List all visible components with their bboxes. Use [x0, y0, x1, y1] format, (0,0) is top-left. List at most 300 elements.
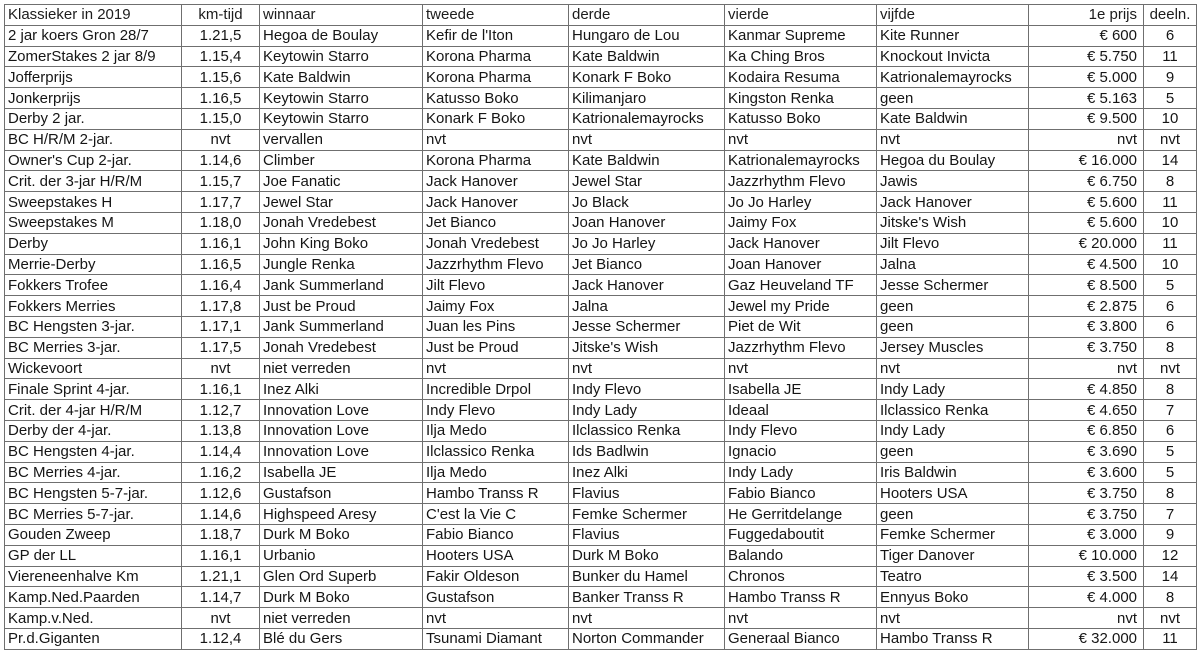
cell-prijs: € 10.000	[1029, 545, 1144, 566]
cell-tweede: Korona Pharma	[423, 150, 569, 171]
cell-klassieker: Derby 2 jar.	[5, 108, 182, 129]
cell-km-tijd: 1.13,8	[182, 420, 260, 441]
cell-klassieker: Wickevoort	[5, 358, 182, 379]
table-body	[5, 5, 1197, 650]
cell-vijfde: Jilt Flevo	[877, 233, 1029, 254]
cell-deelnemers: 8	[1144, 587, 1197, 608]
cell-prijs: € 4.850	[1029, 379, 1144, 400]
header-tweede: tweede	[423, 5, 569, 26]
cell-km-tijd: 1.16,1	[182, 379, 260, 400]
cell-klassieker: Crit. der 3-jar H/R/M	[5, 171, 182, 192]
cell-vijfde: geen	[877, 88, 1029, 109]
cell-derde: nvt	[569, 608, 725, 629]
cell-prijs: nvt	[1029, 608, 1144, 629]
cell-tweede: Ilja Medo	[423, 462, 569, 483]
header-deelnemers: deeln.	[1144, 5, 1197, 26]
cell-deelnemers: 11	[1144, 192, 1197, 213]
table-row	[5, 88, 1197, 109]
cell-winnaar: Jewel Star	[260, 192, 423, 213]
cell-winnaar: Innovation Love	[260, 441, 423, 462]
cell-tweede: Gustafson	[423, 587, 569, 608]
cell-deelnemers: 12	[1144, 545, 1197, 566]
cell-tweede: Korona Pharma	[423, 46, 569, 67]
table-row	[5, 441, 1197, 462]
table-row	[5, 108, 1197, 129]
cell-derde: Kate Baldwin	[569, 46, 725, 67]
cell-klassieker: Viereneenhalve Km	[5, 566, 182, 587]
cell-deelnemers: 8	[1144, 483, 1197, 504]
cell-tweede: Ilclassico Renka	[423, 441, 569, 462]
cell-vijfde: Jitske's Wish	[877, 212, 1029, 233]
cell-vierde: Jewel my Pride	[725, 296, 877, 317]
table-row	[5, 420, 1197, 441]
cell-prijs: € 4.500	[1029, 254, 1144, 275]
cell-vijfde: Femke Schermer	[877, 524, 1029, 545]
cell-tweede: Jaimy Fox	[423, 296, 569, 317]
cell-derde: Inez Alki	[569, 462, 725, 483]
table-row	[5, 25, 1197, 46]
cell-km-tijd: 1.16,1	[182, 233, 260, 254]
cell-km-tijd: 1.15,4	[182, 46, 260, 67]
table-row	[5, 566, 1197, 587]
cell-winnaar: Innovation Love	[260, 400, 423, 421]
cell-klassieker: Crit. der 4-jar H/R/M	[5, 400, 182, 421]
cell-klassieker: Derby	[5, 233, 182, 254]
cell-prijs: € 20.000	[1029, 233, 1144, 254]
cell-klassieker: 2 jar koers Gron 28/7	[5, 25, 182, 46]
cell-winnaar: vervallen	[260, 129, 423, 150]
cell-winnaar: Jank Summerland	[260, 316, 423, 337]
cell-prijs: € 5.600	[1029, 212, 1144, 233]
cell-vijfde: Hooters USA	[877, 483, 1029, 504]
cell-vierde: nvt	[725, 358, 877, 379]
table-row	[5, 400, 1197, 421]
cell-deelnemers: 9	[1144, 524, 1197, 545]
cell-tweede: nvt	[423, 608, 569, 629]
cell-klassieker: GP der LL	[5, 545, 182, 566]
classics-results-table	[4, 4, 1197, 650]
cell-prijs: € 16.000	[1029, 150, 1144, 171]
cell-km-tijd: 1.16,5	[182, 88, 260, 109]
cell-vierde: Balando	[725, 545, 877, 566]
cell-klassieker: BC Merries 5-7-jar.	[5, 504, 182, 525]
cell-km-tijd: nvt	[182, 358, 260, 379]
cell-klassieker: BC Hengsten 4-jar.	[5, 441, 182, 462]
cell-deelnemers: 6	[1144, 316, 1197, 337]
table-row	[5, 67, 1197, 88]
table-row	[5, 129, 1197, 150]
cell-tweede: Konark F Boko	[423, 108, 569, 129]
cell-km-tijd: 1.16,5	[182, 254, 260, 275]
cell-km-tijd: 1.16,2	[182, 462, 260, 483]
cell-deelnemers: 8	[1144, 379, 1197, 400]
cell-prijs: € 3.750	[1029, 337, 1144, 358]
header-row	[5, 5, 1197, 26]
cell-winnaar: Hegoa de Boulay	[260, 25, 423, 46]
cell-tweede: Just be Proud	[423, 337, 569, 358]
cell-km-tijd: 1.14,6	[182, 504, 260, 525]
cell-derde: Flavius	[569, 483, 725, 504]
cell-klassieker: Sweepstakes H	[5, 192, 182, 213]
table-row	[5, 46, 1197, 67]
cell-derde: Femke Schermer	[569, 504, 725, 525]
table-row	[5, 212, 1197, 233]
cell-deelnemers: 9	[1144, 67, 1197, 88]
cell-vijfde: Jawis	[877, 171, 1029, 192]
cell-klassieker: Kamp.v.Ned.	[5, 608, 182, 629]
cell-vierde: Fuggedaboutit	[725, 524, 877, 545]
cell-tweede: Fabio Bianco	[423, 524, 569, 545]
cell-km-tijd: 1.17,7	[182, 192, 260, 213]
cell-deelnemers: 8	[1144, 171, 1197, 192]
cell-winnaar: Keytowin Starro	[260, 108, 423, 129]
cell-vijfde: nvt	[877, 358, 1029, 379]
cell-klassieker: ZomerStakes 2 jar 8/9	[5, 46, 182, 67]
cell-vierde: Jazzrhythm Flevo	[725, 171, 877, 192]
cell-vijfde: Indy Lady	[877, 420, 1029, 441]
cell-winnaar: Urbanio	[260, 545, 423, 566]
cell-prijs: € 3.690	[1029, 441, 1144, 462]
cell-winnaar: Highspeed Aresy	[260, 504, 423, 525]
cell-deelnemers: 6	[1144, 25, 1197, 46]
cell-prijs: € 4.000	[1029, 587, 1144, 608]
cell-tweede: Jet Bianco	[423, 212, 569, 233]
cell-prijs: € 3.600	[1029, 462, 1144, 483]
cell-deelnemers: nvt	[1144, 129, 1197, 150]
cell-km-tijd: 1.17,1	[182, 316, 260, 337]
cell-vijfde: Kate Baldwin	[877, 108, 1029, 129]
cell-vierde: Ideaal	[725, 400, 877, 421]
cell-vijfde: Hegoa du Boulay	[877, 150, 1029, 171]
cell-km-tijd: 1.16,1	[182, 545, 260, 566]
cell-tweede: nvt	[423, 129, 569, 150]
cell-prijs: € 5.600	[1029, 192, 1144, 213]
results-sheet	[4, 4, 1197, 650]
cell-prijs: € 3.000	[1029, 524, 1144, 545]
cell-tweede: Korona Pharma	[423, 67, 569, 88]
cell-winnaar: Just be Proud	[260, 296, 423, 317]
cell-vijfde: Katrionalemayrocks	[877, 67, 1029, 88]
header-klassieker: Klassieker in 2019	[5, 5, 182, 26]
table-row	[5, 358, 1197, 379]
cell-deelnemers: 5	[1144, 275, 1197, 296]
cell-vijfde: geen	[877, 504, 1029, 525]
cell-tweede: Hambo Transs R	[423, 483, 569, 504]
cell-klassieker: Sweepstakes M	[5, 212, 182, 233]
cell-derde: Bunker du Hamel	[569, 566, 725, 587]
table-row	[5, 587, 1197, 608]
cell-derde: Jo Black	[569, 192, 725, 213]
cell-tweede: Katusso Boko	[423, 88, 569, 109]
cell-vijfde: Ennyus Boko	[877, 587, 1029, 608]
cell-prijs: € 32.000	[1029, 628, 1144, 649]
cell-tweede: Incredible Drpol	[423, 379, 569, 400]
cell-klassieker: Merrie-Derby	[5, 254, 182, 275]
cell-winnaar: Joe Fanatic	[260, 171, 423, 192]
cell-deelnemers: 11	[1144, 628, 1197, 649]
table-row	[5, 504, 1197, 525]
cell-km-tijd: 1.12,6	[182, 483, 260, 504]
cell-winnaar: Blé du Gers	[260, 628, 423, 649]
cell-winnaar: niet verreden	[260, 608, 423, 629]
cell-winnaar: Keytowin Starro	[260, 88, 423, 109]
cell-vijfde: Jesse Schermer	[877, 275, 1029, 296]
cell-km-tijd: 1.14,7	[182, 587, 260, 608]
cell-klassieker: Fokkers Merries	[5, 296, 182, 317]
cell-prijs: € 3.750	[1029, 483, 1144, 504]
cell-deelnemers: 11	[1144, 233, 1197, 254]
cell-tweede: Ilja Medo	[423, 420, 569, 441]
cell-klassieker: BC Hengsten 5-7-jar.	[5, 483, 182, 504]
table-row	[5, 462, 1197, 483]
cell-derde: Hungaro de Lou	[569, 25, 725, 46]
cell-winnaar: Keytowin Starro	[260, 46, 423, 67]
cell-vierde: Indy Lady	[725, 462, 877, 483]
cell-prijs: € 4.650	[1029, 400, 1144, 421]
cell-derde: Ilclassico Renka	[569, 420, 725, 441]
header-vijfde: vijfde	[877, 5, 1029, 26]
header-prijs: 1e prijs	[1029, 5, 1144, 26]
cell-klassieker: Derby der 4-jar.	[5, 420, 182, 441]
cell-tweede: Tsunami Diamant	[423, 628, 569, 649]
cell-klassieker: BC Merries 4-jar.	[5, 462, 182, 483]
cell-prijs: € 2.875	[1029, 296, 1144, 317]
cell-km-tijd: 1.14,6	[182, 150, 260, 171]
cell-derde: Jo Jo Harley	[569, 233, 725, 254]
table-row	[5, 608, 1197, 629]
cell-klassieker: Fokkers Trofee	[5, 275, 182, 296]
table-row	[5, 379, 1197, 400]
cell-prijs: € 6.850	[1029, 420, 1144, 441]
cell-tweede: Jonah Vredebest	[423, 233, 569, 254]
cell-winnaar: Durk M Boko	[260, 524, 423, 545]
cell-km-tijd: 1.15,6	[182, 67, 260, 88]
cell-vijfde: Jack Hanover	[877, 192, 1029, 213]
cell-deelnemers: 7	[1144, 400, 1197, 421]
cell-derde: Jack Hanover	[569, 275, 725, 296]
cell-km-tijd: 1.17,5	[182, 337, 260, 358]
table-row	[5, 192, 1197, 213]
cell-derde: nvt	[569, 358, 725, 379]
cell-vierde: nvt	[725, 608, 877, 629]
cell-prijs: nvt	[1029, 358, 1144, 379]
table-row	[5, 171, 1197, 192]
cell-vierde: Ka Ching Bros	[725, 46, 877, 67]
cell-klassieker: Kamp.Ned.Paarden	[5, 587, 182, 608]
cell-tweede: Jilt Flevo	[423, 275, 569, 296]
cell-tweede: C'est la Vie C	[423, 504, 569, 525]
cell-tweede: Hooters USA	[423, 545, 569, 566]
cell-prijs: € 3.500	[1029, 566, 1144, 587]
cell-klassieker: Owner's Cup 2-jar.	[5, 150, 182, 171]
cell-vierde: Kanmar Supreme	[725, 25, 877, 46]
cell-derde: Jesse Schermer	[569, 316, 725, 337]
cell-klassieker: BC Merries 3-jar.	[5, 337, 182, 358]
cell-deelnemers: 7	[1144, 504, 1197, 525]
cell-winnaar: Jonah Vredebest	[260, 212, 423, 233]
cell-vijfde: Indy Lady	[877, 379, 1029, 400]
cell-tweede: nvt	[423, 358, 569, 379]
cell-vijfde: Ilclassico Renka	[877, 400, 1029, 421]
cell-km-tijd: nvt	[182, 608, 260, 629]
header-winnaar: winnaar	[260, 5, 423, 26]
cell-km-tijd: 1.16,4	[182, 275, 260, 296]
cell-klassieker: BC H/R/M 2-jar.	[5, 129, 182, 150]
cell-km-tijd: nvt	[182, 129, 260, 150]
table-row	[5, 150, 1197, 171]
table-row	[5, 233, 1197, 254]
cell-derde: Banker Transs R	[569, 587, 725, 608]
cell-winnaar: Jank Summerland	[260, 275, 423, 296]
cell-klassieker: BC Hengsten 3-jar.	[5, 316, 182, 337]
cell-winnaar: Glen Ord Superb	[260, 566, 423, 587]
table-row	[5, 275, 1197, 296]
cell-deelnemers: 10	[1144, 108, 1197, 129]
cell-derde: Jewel Star	[569, 171, 725, 192]
header-vierde: vierde	[725, 5, 877, 26]
cell-deelnemers: 5	[1144, 88, 1197, 109]
cell-tweede: Indy Flevo	[423, 400, 569, 421]
cell-derde: Jitske's Wish	[569, 337, 725, 358]
cell-vierde: Chronos	[725, 566, 877, 587]
cell-prijs: € 3.800	[1029, 316, 1144, 337]
cell-deelnemers: 6	[1144, 296, 1197, 317]
cell-vierde: Katrionalemayrocks	[725, 150, 877, 171]
cell-tweede: Jazzrhythm Flevo	[423, 254, 569, 275]
cell-winnaar: Climber	[260, 150, 423, 171]
table-row	[5, 254, 1197, 275]
cell-deelnemers: 5	[1144, 441, 1197, 462]
cell-winnaar: niet verreden	[260, 358, 423, 379]
cell-vierde: Jaimy Fox	[725, 212, 877, 233]
cell-tweede: Kefir de l'Iton	[423, 25, 569, 46]
cell-vierde: Kingston Renka	[725, 88, 877, 109]
cell-winnaar: Kate Baldwin	[260, 67, 423, 88]
cell-derde: Konark F Boko	[569, 67, 725, 88]
cell-winnaar: Durk M Boko	[260, 587, 423, 608]
cell-vierde: Jack Hanover	[725, 233, 877, 254]
cell-winnaar: Jungle Renka	[260, 254, 423, 275]
cell-vierde: Fabio Bianco	[725, 483, 877, 504]
cell-vijfde: Teatro	[877, 566, 1029, 587]
cell-km-tijd: 1.18,0	[182, 212, 260, 233]
cell-tweede: Jack Hanover	[423, 192, 569, 213]
cell-deelnemers: 6	[1144, 420, 1197, 441]
cell-derde: Katrionalemayrocks	[569, 108, 725, 129]
cell-deelnemers: 11	[1144, 46, 1197, 67]
cell-klassieker: Pr.d.Giganten	[5, 628, 182, 649]
table-row	[5, 296, 1197, 317]
cell-derde: Kate Baldwin	[569, 150, 725, 171]
cell-vierde: Isabella JE	[725, 379, 877, 400]
cell-km-tijd: 1.21,1	[182, 566, 260, 587]
cell-prijs: € 5.000	[1029, 67, 1144, 88]
cell-vijfde: geen	[877, 316, 1029, 337]
cell-vierde: Generaal Bianco	[725, 628, 877, 649]
table-row	[5, 483, 1197, 504]
cell-derde: Indy Lady	[569, 400, 725, 421]
cell-vierde: Indy Flevo	[725, 420, 877, 441]
cell-deelnemers: 14	[1144, 566, 1197, 587]
cell-vijfde: Tiger Danover	[877, 545, 1029, 566]
cell-vierde: He Gerritdelange	[725, 504, 877, 525]
cell-derde: Joan Hanover	[569, 212, 725, 233]
cell-deelnemers: 10	[1144, 254, 1197, 275]
cell-vijfde: Jalna	[877, 254, 1029, 275]
cell-vijfde: geen	[877, 296, 1029, 317]
cell-derde: nvt	[569, 129, 725, 150]
table-row	[5, 337, 1197, 358]
cell-deelnemers: 14	[1144, 150, 1197, 171]
cell-winnaar: Isabella JE	[260, 462, 423, 483]
cell-vierde: Gaz Heuveland TF	[725, 275, 877, 296]
cell-km-tijd: 1.17,8	[182, 296, 260, 317]
cell-prijs: € 6.750	[1029, 171, 1144, 192]
table-row	[5, 316, 1197, 337]
cell-tweede: Fakir Oldeson	[423, 566, 569, 587]
cell-vierde: nvt	[725, 129, 877, 150]
cell-derde: Flavius	[569, 524, 725, 545]
cell-derde: Jet Bianco	[569, 254, 725, 275]
cell-derde: Durk M Boko	[569, 545, 725, 566]
cell-vierde: Piet de Wit	[725, 316, 877, 337]
cell-klassieker: Jofferprijs	[5, 67, 182, 88]
cell-winnaar: Inez Alki	[260, 379, 423, 400]
cell-km-tijd: 1.14,4	[182, 441, 260, 462]
cell-km-tijd: 1.18,7	[182, 524, 260, 545]
cell-tweede: Jack Hanover	[423, 171, 569, 192]
cell-derde: Kilimanjaro	[569, 88, 725, 109]
cell-vijfde: nvt	[877, 608, 1029, 629]
cell-vijfde: nvt	[877, 129, 1029, 150]
cell-winnaar: Gustafson	[260, 483, 423, 504]
cell-km-tijd: 1.21,5	[182, 25, 260, 46]
cell-km-tijd: 1.15,7	[182, 171, 260, 192]
cell-prijs: € 3.750	[1029, 504, 1144, 525]
cell-vierde: Hambo Transs R	[725, 587, 877, 608]
cell-klassieker: Gouden Zweep	[5, 524, 182, 545]
cell-vierde: Ignacio	[725, 441, 877, 462]
cell-prijs: nvt	[1029, 129, 1144, 150]
cell-vijfde: Hambo Transs R	[877, 628, 1029, 649]
cell-klassieker: Finale Sprint 4-jar.	[5, 379, 182, 400]
table-row	[5, 628, 1197, 649]
cell-winnaar: John King Boko	[260, 233, 423, 254]
cell-deelnemers: nvt	[1144, 358, 1197, 379]
cell-km-tijd: 1.12,4	[182, 628, 260, 649]
cell-km-tijd: 1.12,7	[182, 400, 260, 421]
cell-deelnemers: 10	[1144, 212, 1197, 233]
cell-prijs: € 5.163	[1029, 88, 1144, 109]
header-derde: derde	[569, 5, 725, 26]
cell-derde: Norton Commander	[569, 628, 725, 649]
cell-prijs: € 5.750	[1029, 46, 1144, 67]
cell-vijfde: Knockout Invicta	[877, 46, 1029, 67]
cell-derde: Jalna	[569, 296, 725, 317]
cell-prijs: € 8.500	[1029, 275, 1144, 296]
cell-winnaar: Innovation Love	[260, 420, 423, 441]
cell-vijfde: Jersey Muscles	[877, 337, 1029, 358]
cell-derde: Ids Badlwin	[569, 441, 725, 462]
header-km-tijd: km-tijd	[182, 5, 260, 26]
cell-km-tijd: 1.15,0	[182, 108, 260, 129]
cell-derde: Indy Flevo	[569, 379, 725, 400]
cell-vierde: Joan Hanover	[725, 254, 877, 275]
table-row	[5, 545, 1197, 566]
cell-tweede: Juan les Pins	[423, 316, 569, 337]
cell-vijfde: Kite Runner	[877, 25, 1029, 46]
cell-klassieker: Jonkerprijs	[5, 88, 182, 109]
